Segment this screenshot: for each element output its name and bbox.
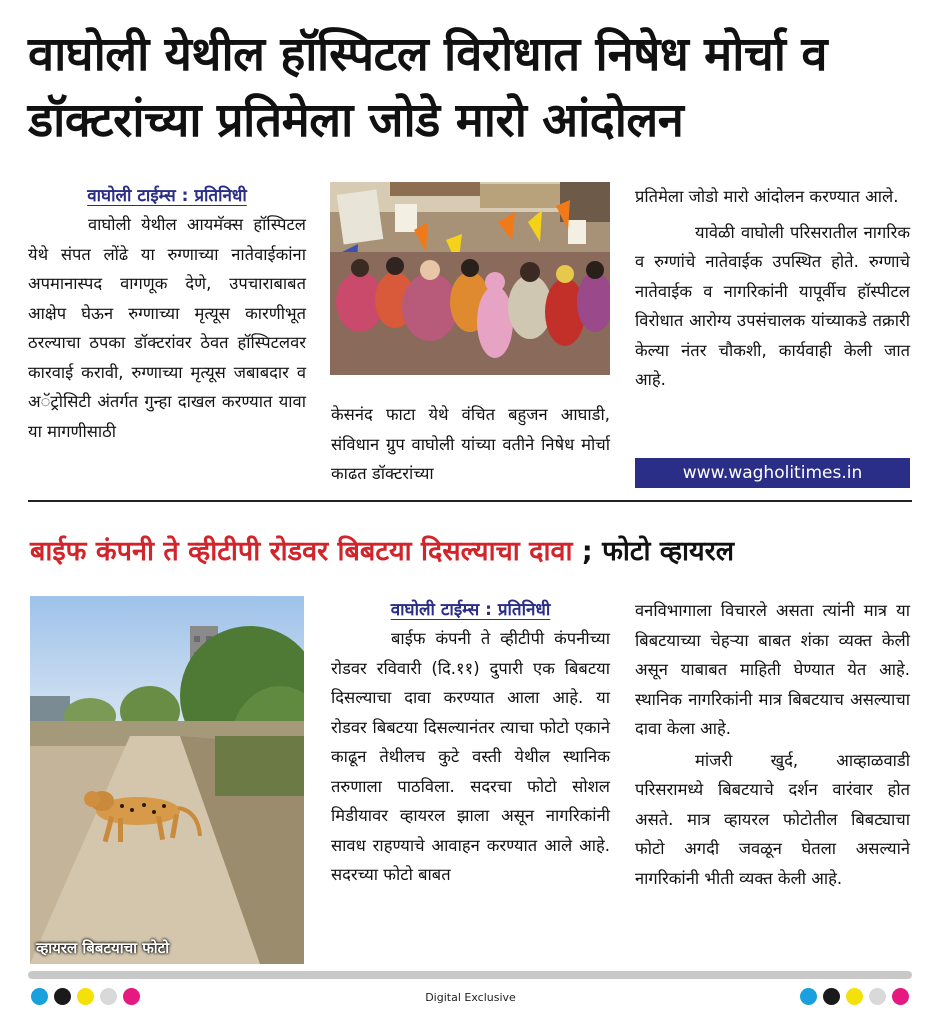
registration-dot: [823, 988, 840, 1005]
story1-col3-para2: यावेळी वाघोली परिसरातील नागरिक व रुग्णांचे नातेवाईक उपस्थित होते. रुग्णाचे नातेवाईक व नागरिकांनी यापूर्वीच हॉस्पीटल विरोधात आरोग्य उपसंचालक यांच्याकडे तक्रारी केल्या नंतर चौकशी, कार्यवाही केली जात आहे.: [635, 222, 910, 389]
footer-bar: [28, 971, 912, 979]
leopard-photo-illustration: [30, 596, 304, 964]
story2-headline: [30, 530, 910, 574]
story2-col2-text: बाईफ कंपनी ते व्हीटीपी कंपनीच्या रोडवर रविवारी (दि.११) दुपारी एक बिबटया दिसल्याचा दावा करण्यात आला आहे. या रोडवर बिबटया दिसल्यानंतर त्याचा फोटो एकाने काढून तेथीलच कुटे वस्ती येथील स्थानिक तरुणाला पाठविला. सदरचा फोटो सोशल मिडीयावर व्हायरल झाला असून नागरिकांनी सावध राहण्याचे आवाहन करण्यात आले आहे. सदरच्या फोटो बाबत: [331, 629, 610, 884]
story-divider: [28, 500, 912, 502]
story2-column-2: [331, 596, 610, 890]
registration-dot: [846, 988, 863, 1005]
registration-dot: [800, 988, 817, 1005]
registration-dot: [892, 988, 909, 1005]
registration-dot: [869, 988, 886, 1005]
footer-label: Digital Exclusive: [425, 991, 516, 1004]
story2-column-3: [635, 596, 910, 893]
story2-headline-main: बाईफ कंपनी ते व्हीटीपी रोडवर बिबटया दिसल्याचा दावा: [30, 536, 573, 567]
story1-col1-text: वाघोली येथील आयमॅक्स हॉस्पिटल येथे संपत लोंढे या रुग्णाच्या नातेवाईकांना अपमानास्पद वागणूक देणे, उपचाराबाबत आक्षेप घेऊन रुग्णाच्या मृत्यूस कारणीभूत ठरल्याचा ठपका डॉक्टरांवर ठेवत हॉस्पिटलवर कारवाई करावी, रुग्णाच्या मृत्यूस जबाबदार व अॅट्रोसिटी अंतर्गत गुन्हा दाखल करण्यात यावा या मागणीसाठी: [28, 215, 306, 441]
website-banner[interactable]: www.wagholitimes.in: [635, 458, 910, 488]
story2-col3-para1: वनविभागाला विचारले असता त्यांनी मात्र या बिबटयाच्या चेहऱ्या बाबत शंका व्यक्त केली असून याबाबत माहिती घेण्यात येत आहे. स्थानिक नागरिकांनी मात्र बिबटयाच असल्याचा दावा केला आहे.: [635, 601, 910, 738]
story1-column-3: [635, 182, 910, 395]
story1-column-2: [331, 400, 610, 489]
story1-byline: वाघोली टाईम्स : प्रतिनिधी: [87, 186, 247, 206]
story1-col2-text: केसनंद फाटा येथे वंचित बहुजन आघाडी, संविधान ग्रुप वाघोली यांच्या वतीने निषेध मोर्चा काढत डॉक्टरांच्या: [331, 405, 610, 483]
protest-photo-illustration: [330, 182, 610, 375]
story2-headline-tag: फोटो व्हायरल: [602, 536, 735, 567]
story2-headline-separator: ;: [572, 536, 603, 567]
leopard-photo: [30, 596, 304, 964]
registration-marks-right: [800, 988, 909, 1005]
story1-column-1: [28, 182, 306, 446]
story2-byline: वाघोली टाईम्स : प्रतिनिधी: [390, 600, 551, 620]
leopard-photo-caption: व्हायरल बिबटयाचा फोटो: [36, 939, 170, 957]
protest-photo: [330, 182, 610, 375]
story1-col3-para1: प्रतिमेला जोडो मारो आंदोलन करण्यात आले.: [635, 187, 899, 206]
story2-col3-para2: मांजरी खुर्द, आव्हाळवाडी परिसरामध्ये बिबटयाचे दर्शन वारंवार होत असते. मात्र व्हायरल फोटोतील बिबट्याचा फोटो अगदी जवळून घेतला असल्याने नागरिकांनी भीती व्यक्त केली आहे.: [635, 750, 910, 888]
story1-headline: वाघोली येथील हॉस्पिटल विरोधात निषेध मोर्चा व डॉक्टरांच्या प्रतिमेला जोडे मारो आंदोलन: [28, 27, 827, 148]
